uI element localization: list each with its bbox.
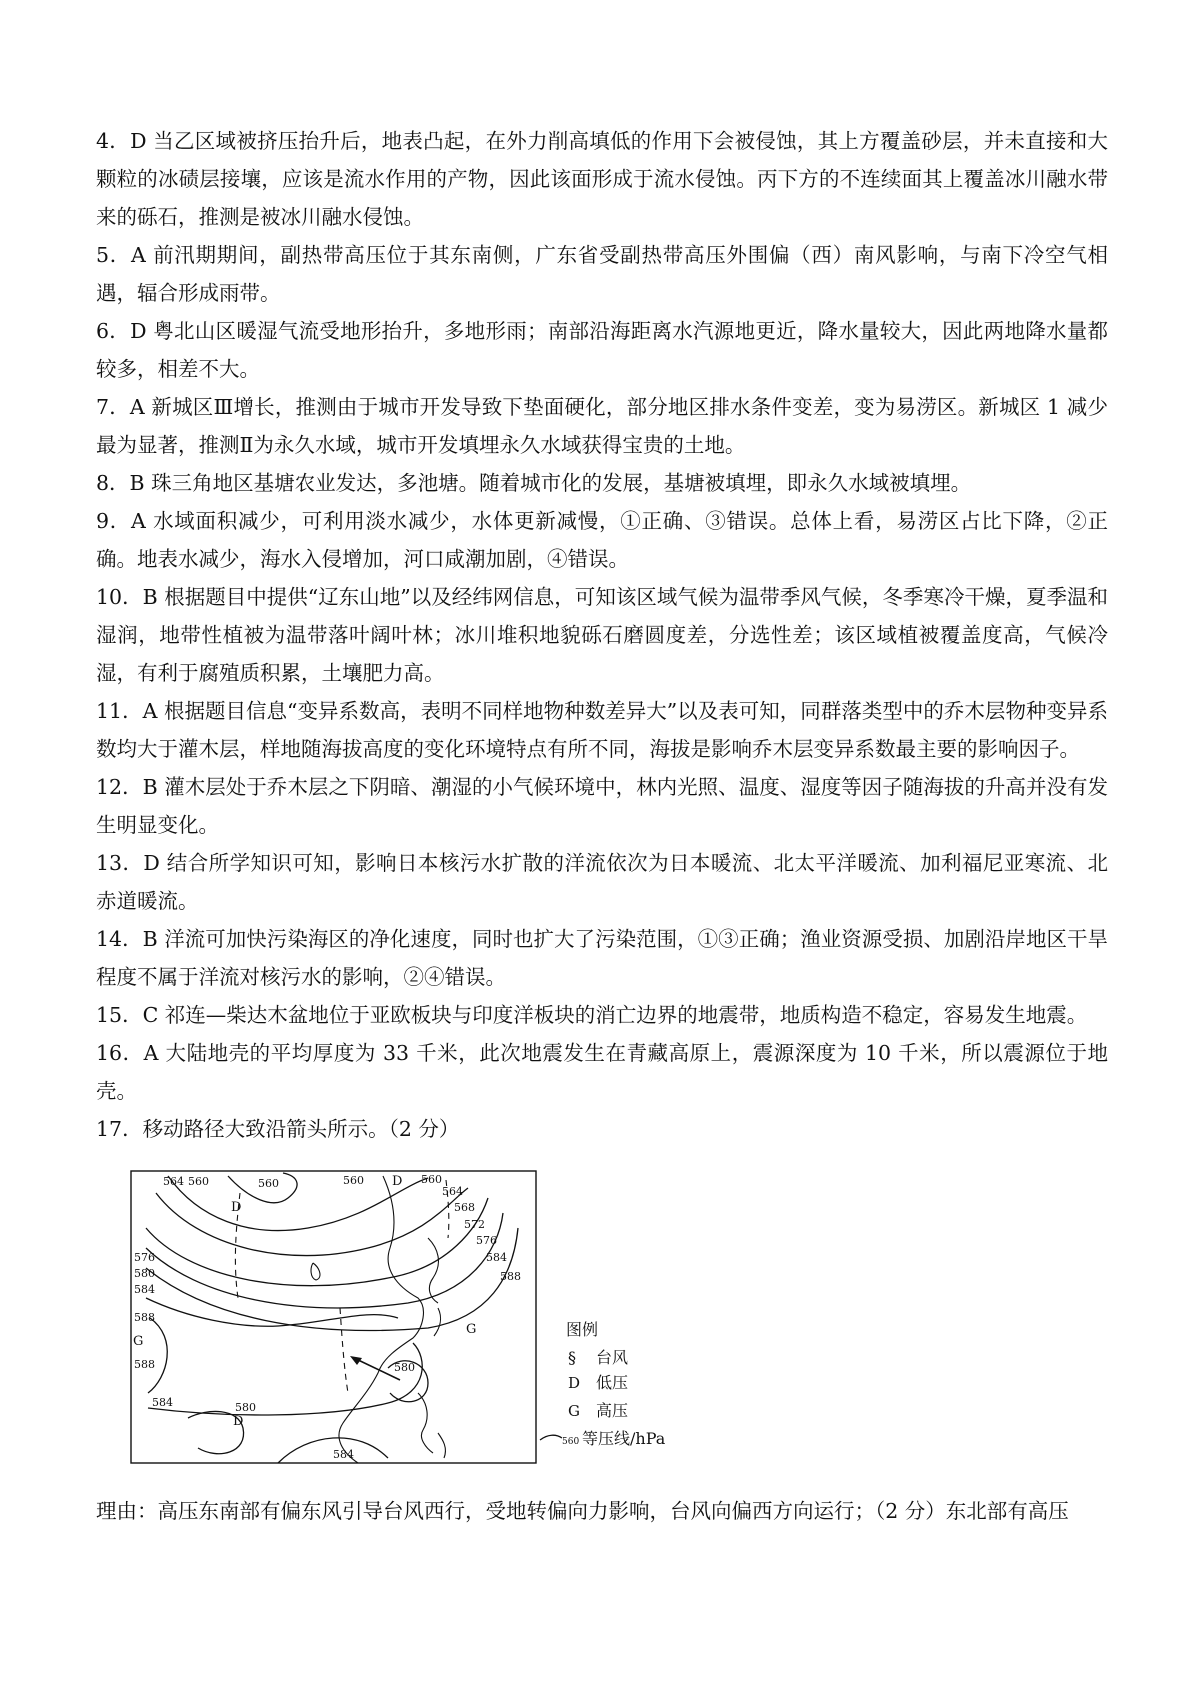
low-pressure-center: D bbox=[392, 1174, 403, 1189]
answer-item: 11．A 根据题目信息“变异系数高，表明不同样地物种数差异大”以及表可知，同群落类型中的乔木层物种变异系数均大于灌木层，样地随海拔高度的变化环境特点有所不同，海拔是影响乔木层变异系数最主要的影响因子。 bbox=[96, 699, 1108, 761]
isobar-label: 584 bbox=[486, 1251, 507, 1264]
answer-item: 13．D 结合所学知识可知，影响日本核污水扩散的洋流依次为日本暖流、北太平洋暖流、加利福尼亚寒流、北赤道暖流。 bbox=[96, 851, 1108, 913]
isobar-label: 580 bbox=[134, 1267, 155, 1280]
answer-item: 4．D 当乙区域被挤压抬升后，地表凸起，在外力削高填低的作用下会被侵蚀，其上方覆盖砂层，并未直接和大颗粒的冰碛层接壤，应该是流水作用的产物，因此该面形成于流水侵蚀。丙下方的不连续面其上覆盖冰川融水带来的砾石，推测是被冰川融水侵蚀。 bbox=[96, 129, 1108, 229]
low-pressure-icon: D bbox=[568, 1374, 581, 1392]
legend-typhoon-label: 台风 bbox=[596, 1348, 629, 1367]
answer-item: 15．C 祁连—柴达木盆地位于亚欧板块与印度洋板块的消亡边界的地震带，地质构造不稳定，容易发生地震。 bbox=[96, 1003, 1088, 1027]
isobar-map bbox=[128, 1168, 708, 1470]
isobar-sample-icon bbox=[540, 1435, 562, 1440]
isobar-label: 560 bbox=[343, 1174, 364, 1187]
answer-item: 16．A 大陆地壳的平均厚度为 33 千米，此次地震发生在青藏高原上，震源深度为 10 千米，所以震源位于地壳。 bbox=[96, 1041, 1108, 1103]
answer-item: 10．B 根据题目中提供“辽东山地”以及经纬网信息，可知该区域气候为温带季风气候，冬季寒冷干燥，夏季温和湿润，地带性植被为温带落叶阔叶林；冰川堆积地貌砾石磨圆度差，分选性差；该区域植被覆盖度高，气候冷湿，有利于腐殖质积累，土壤肥力高。 bbox=[96, 585, 1108, 685]
legend-isobar-sample: 560 bbox=[562, 1437, 580, 1447]
isobar-label: 560 bbox=[258, 1177, 279, 1190]
answer-item: 12．B 灌木层处于乔木层之下阴暗、潮湿的小气候环境中，林内光照、温度、湿度等因子随海拔的升高并没有发生明显变化。 bbox=[96, 775, 1108, 837]
high-pressure-icon: G bbox=[568, 1402, 580, 1420]
answer-item: 5．A 前汛期期间，副热带高压位于其东南侧，广东省受副热带高压外围偏（西）南风影响，与南下冷空气相遇，辐合形成雨带。 bbox=[96, 243, 1108, 305]
isobar-label: 568 bbox=[454, 1201, 475, 1214]
isobar-label: 584 bbox=[152, 1396, 173, 1409]
legend-isobar-label: 等压线/hPa bbox=[582, 1429, 666, 1448]
answer-item: 17．移动路径大致沿箭头所示。（2 分） bbox=[96, 1117, 460, 1141]
answer-item: 14．B 洋流可加快污染海区的净化速度，同时也扩大了污染范围，①③正确；渔业资源受损、加剧沿岸地区干旱程度不属于洋流对核污水的影响，②④错误。 bbox=[96, 927, 1108, 989]
legend-high-label: 高压 bbox=[596, 1401, 629, 1420]
isobar-label: 564 bbox=[163, 1175, 184, 1188]
isobar-label: 580 bbox=[235, 1401, 256, 1414]
isobar-label: 564 bbox=[442, 1185, 463, 1198]
isobar-label: 572 bbox=[464, 1218, 485, 1231]
isobar-label: 560 bbox=[188, 1175, 209, 1188]
isobar-label: 576 bbox=[134, 1251, 155, 1264]
typhoon-icon: § bbox=[568, 1348, 576, 1367]
answer-item: 9．A 水域面积减少，可利用淡水减少，水体更新减慢，①正确、③错误。总体上看，易涝区占比下降，②正确。地表水减少，海水入侵增加，河口咸潮加剧，④错误。 bbox=[96, 509, 1108, 571]
map-legend bbox=[540, 1320, 666, 1448]
isobar-label: 588 bbox=[134, 1358, 155, 1371]
isobar-label: 580 bbox=[394, 1361, 415, 1374]
map-frame bbox=[131, 1171, 536, 1463]
isobar-map-figure bbox=[128, 1168, 708, 1470]
answer-17-reason: 理由：高压东南部有偏东风引导台风西行，受地转偏向力影响，台风向偏西方向运行；（2 分）东北部有高压 bbox=[96, 1499, 1069, 1523]
answer-item: 8．B 珠三角地区基塘农业发达，多池塘。随着城市化的发展，基塘被填埋，即永久水域被填埋。 bbox=[96, 471, 972, 495]
high-pressure-center: G bbox=[466, 1322, 477, 1337]
legend-low-label: 低压 bbox=[596, 1373, 629, 1392]
isobar-label: 576 bbox=[476, 1234, 497, 1247]
isobar-label: 584 bbox=[134, 1283, 155, 1296]
isobar-label: 560 bbox=[421, 1173, 442, 1186]
isobar-label: 584 bbox=[333, 1448, 354, 1461]
isobar-label: 588 bbox=[134, 1311, 155, 1324]
answer-list bbox=[96, 122, 1108, 1148]
answer-item: 6．D 粤北山区暖湿气流受地形抬升，多地形雨；南部沿海距离水汽源地更近，降水量较大，因此两地降水量都较多，相差不大。 bbox=[96, 319, 1108, 381]
low-pressure-center: D bbox=[231, 1200, 242, 1215]
legend-title: 图例 bbox=[566, 1320, 599, 1339]
low-pressure-center: D bbox=[233, 1414, 244, 1429]
high-pressure-center: G bbox=[133, 1334, 144, 1349]
isobar-label: 588 bbox=[500, 1270, 521, 1283]
answer-item: 7．A 新城区Ⅲ增长，推测由于城市开发导致下垫面硬化，部分地区排水条件变差，变为易涝区。新城区 1 减少最为显著，推测Ⅱ为永久水域，城市开发填埋永久水域获得宝贵的土地。 bbox=[96, 395, 1108, 457]
